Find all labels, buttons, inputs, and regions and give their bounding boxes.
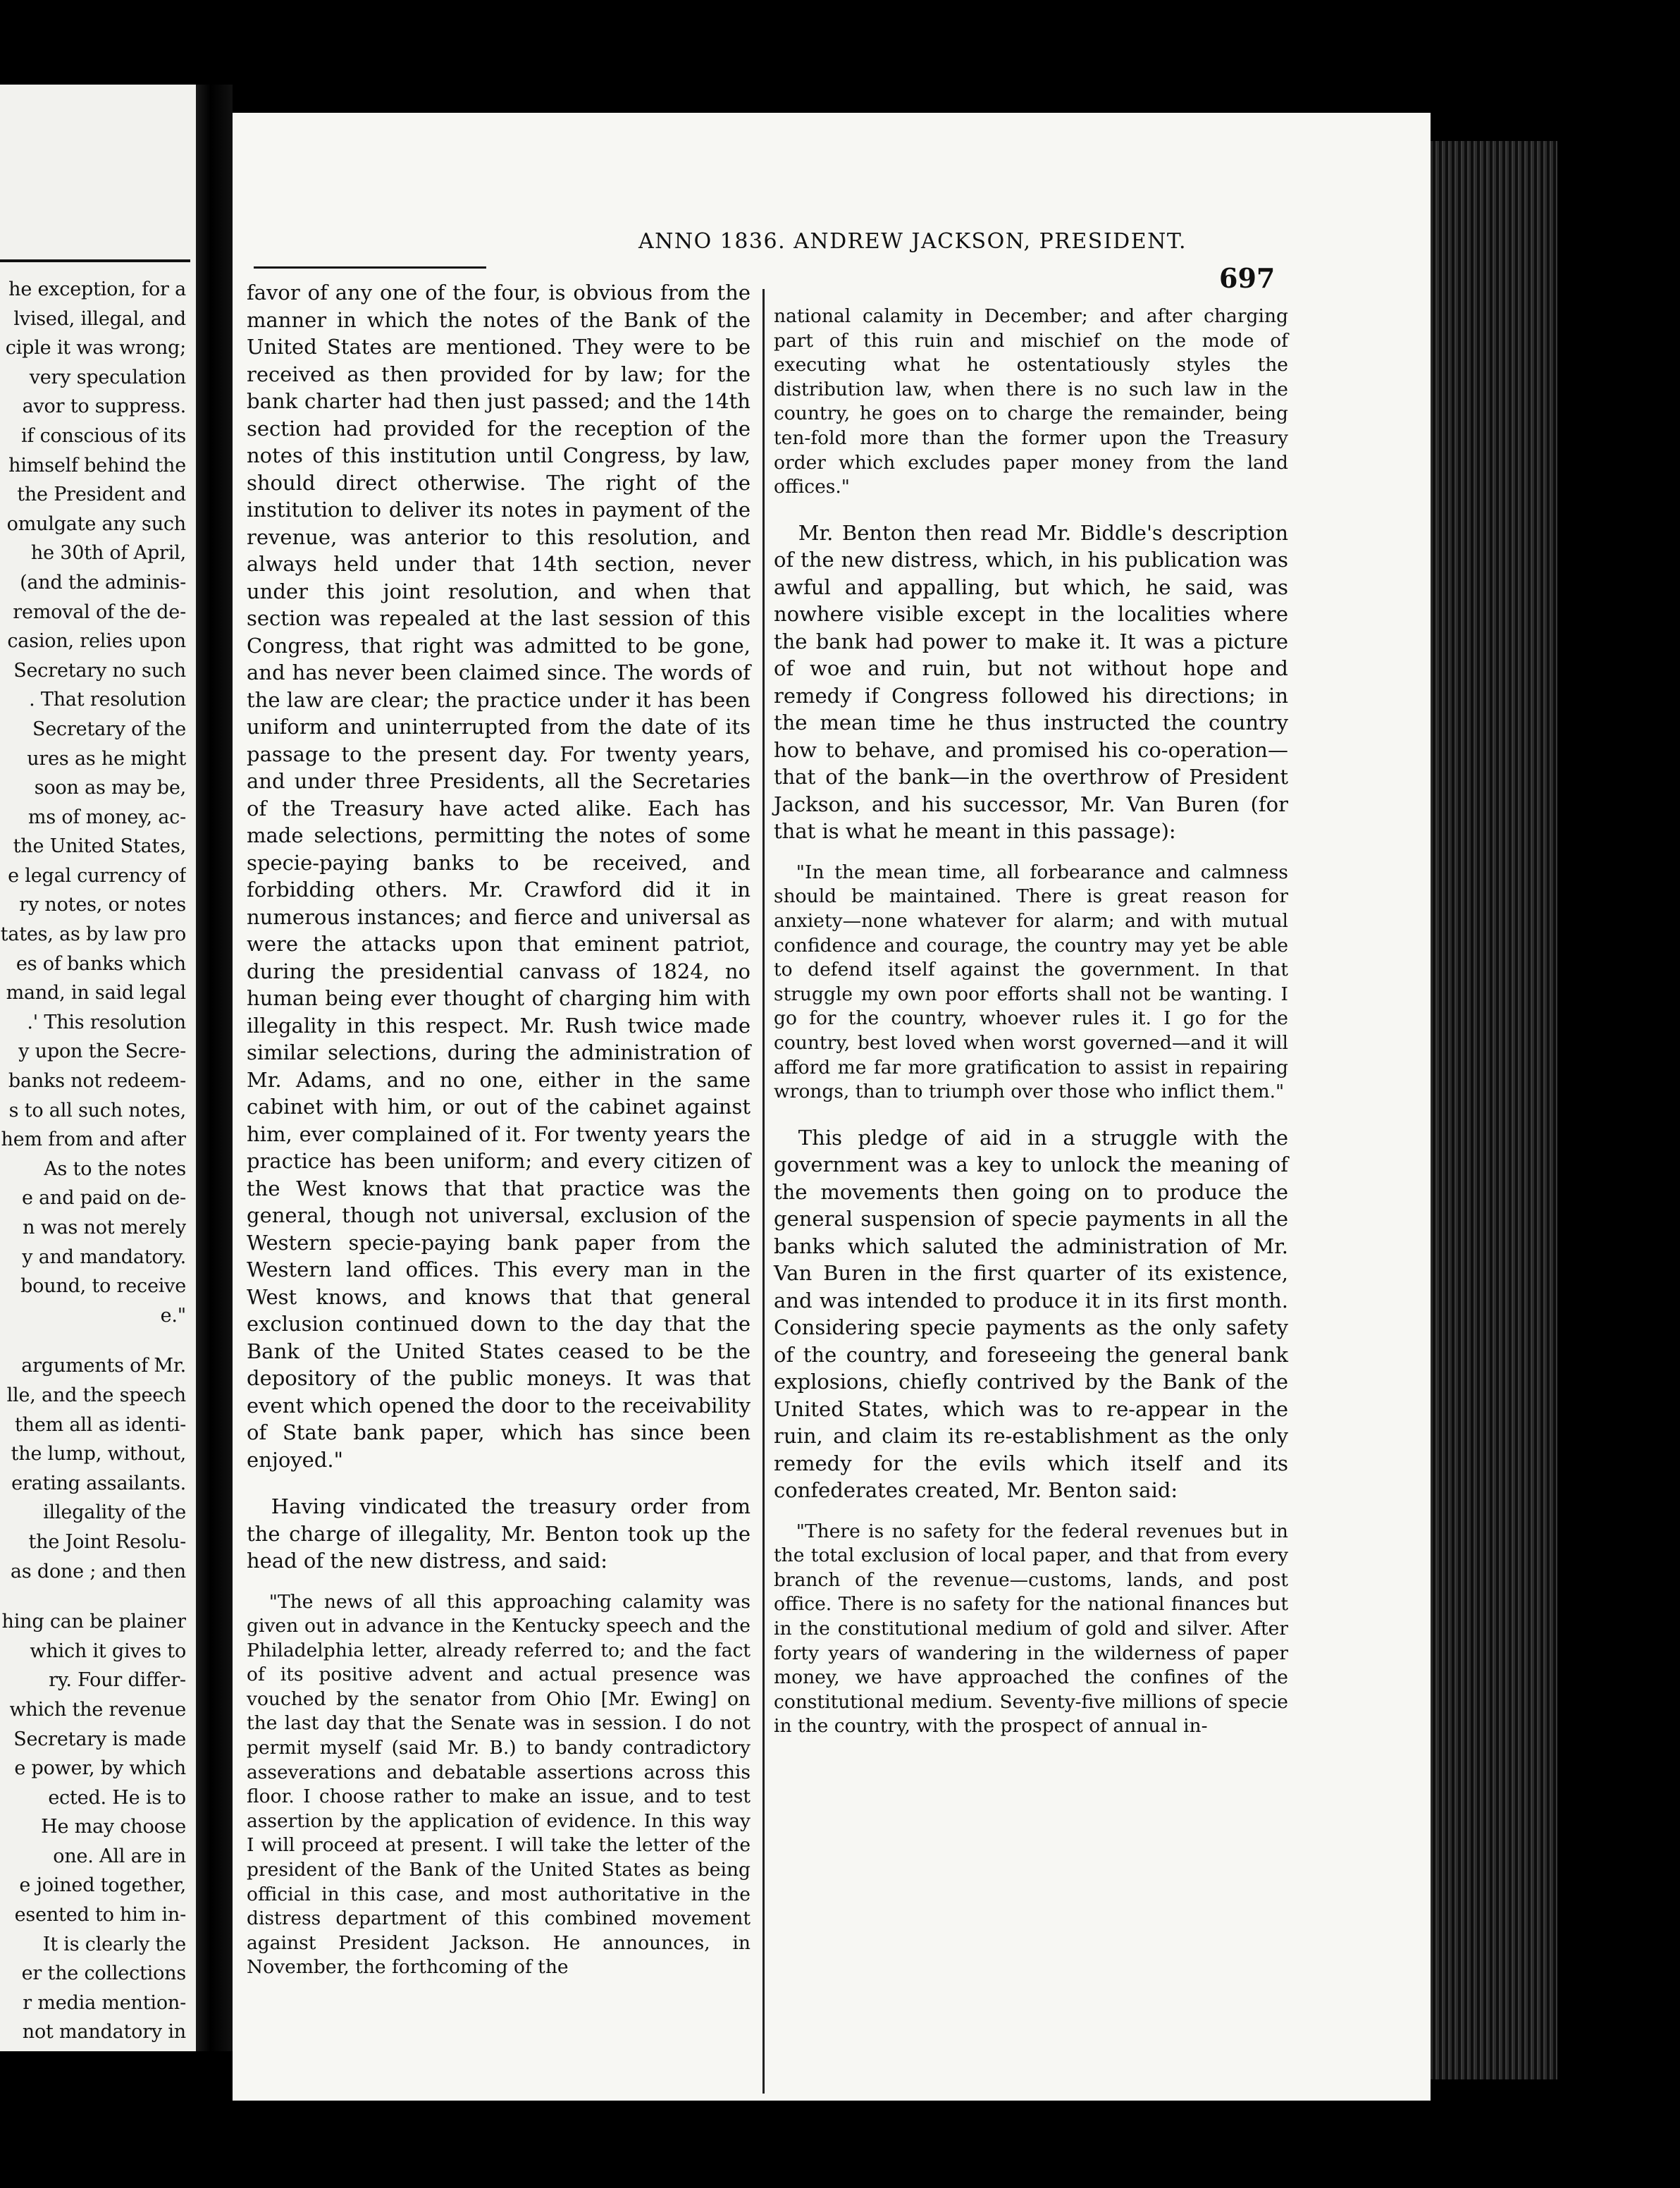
fragment-line: hing can be plainer bbox=[1, 1611, 186, 1633]
fragment-line: ciple it was wrong; bbox=[5, 337, 186, 359]
fragment-line: himself behind the bbox=[8, 454, 186, 477]
fragment-line: Secretary no such bbox=[13, 659, 186, 682]
fragment-line: omulgate any such bbox=[6, 512, 186, 535]
fragment-line: es of banks which bbox=[16, 952, 186, 975]
previous-page-rule bbox=[0, 259, 190, 262]
paragraph: Mr. Benton then read Mr. Biddle's description of the new distress, which, in his publication was awful and appalling, but which, he said, was nowhere visible except in the localities where the bank had power to make it. It was a picture of woe and ruin, but not without hope and remedy if Congress followed his directions; in the mean time he thus instructed the country how to behave, and promised his co-operation—that of the bank—in the overthrow of President Jackson, and his successor, Mr. Van Buren (for that is what he meant in this passage): bbox=[774, 520, 1288, 844]
fragment-line: the lump, without, bbox=[11, 1443, 186, 1465]
fragment-line: banks not redeem- bbox=[8, 1070, 186, 1093]
fragment-line: er the collections bbox=[21, 1962, 186, 1985]
fragment-line: esented to him in- bbox=[14, 1904, 186, 1926]
page-number: 697 bbox=[1219, 262, 1276, 294]
fragment-line: avor to suppress. bbox=[22, 395, 186, 418]
running-head: ANNO 1836. ANDREW JACKSON, PRESIDENT. bbox=[638, 229, 1187, 254]
page-edges bbox=[1431, 141, 1557, 2079]
fragment-line: if conscious of its bbox=[20, 424, 186, 447]
paragraph: favor of any one of the four, is obvious from the manner in which the notes of the Bank of the United States are mentioned. They were to be received as then provided for by law; for the bank charter had then just passed; and the 14th section had provided for the reception of the notes of this institution until Congress, by law, should direct otherwise. The right of the institution to deliver its notes in payment of the revenue, was anterior to this resolution, and always held under that 14th section, never under this joint resolution, and when that section was repealed at the last session of this Congress, that right was admitted to be gone, and has never been claimed since. The words of the law are clear; the practice under it has been uniform and uninterrupted from the date of its passage to the present day. For twenty years, and under three Presidents, all the Secretaries of the Treasury have acted alike. Each has made selections, permitting the notes of some specie-paying banks to be received, and forbidding others. Mr. Crawford did it in numerous instances; and fierce and universal as were the attacks upon that eminent patriot, during the presidential canvass of 1824, no human being ever thought of charging him with illegality in this respect. Mr. Rush twice made similar selections, during the administration of Mr. Adams, and no one, either in the same cabinet with him, or out of the cabinet against him, ever complained of it. For twenty years the practice has been uniform; and every citizen of the West knows that that practice was the general, though not universal, exclusion of the Western specie-paying bank paper from the Western land offices. This every man in the West knows, and knows that that general exclusion continued down to the day that the Bank of the United States ceased to be the depository of the public moneys. It was that event which opened the door to the receivability of State bank paper, which has since been enjoyed." bbox=[247, 281, 751, 1472]
book-page bbox=[233, 113, 1431, 2101]
quoted-paragraph: "There is no safety for the federal revenues but in the total exclusion of local paper, and that from every branch of the revenue—customs, lands, and post office. There is no safety for the national finances but in the constitutional medium of gold and silver. After forty years of wandering in the wilderness of paper money, we have approached the confines of the constitutional medium. Seventy-five millions of specie in the country, with the prospect of annual in- bbox=[774, 1520, 1288, 1738]
fragment-line: he exception, for a bbox=[8, 278, 186, 300]
fragment-line: y and mandatory. bbox=[22, 1246, 186, 1268]
paragraph: Having vindicated the treasury order from the charge of illegality, Mr. Benton took up the head of the new distress, and said: bbox=[247, 1494, 751, 1573]
book-gutter bbox=[196, 85, 233, 2051]
previous-page-lines bbox=[0, 275, 186, 2047]
right-column bbox=[774, 305, 1288, 1739]
fragment-line: mand, in said legal bbox=[6, 982, 186, 1004]
fragment-line: which the revenue bbox=[9, 1698, 186, 1721]
fragment-line: y upon the Secre- bbox=[18, 1040, 186, 1063]
fragment-line: the United States, bbox=[13, 835, 186, 858]
fragment-line: ures as he might bbox=[27, 747, 186, 770]
fragment-line: r media mention- bbox=[23, 1991, 186, 2014]
fragment-line: ected. He is to bbox=[48, 1786, 186, 1809]
fragment-line: It is clearly the bbox=[42, 1933, 186, 1955]
fragment-line: ms of money, ac- bbox=[27, 806, 186, 828]
fragment-line: which it gives to bbox=[30, 1640, 186, 1662]
quoted-paragraph: national calamity in December; and after charging part of this ruin and mischief on the mode of executing what he ostentatiously styles the distribution law, when there is no such law in the country, he goes on to charge the remainder, being ten-fold more than the former upon the Treasury order which excludes paper money from the land offices." bbox=[774, 305, 1288, 498]
fragment-line: (and the adminis- bbox=[20, 571, 186, 594]
paragraph: This pledge of aid in a struggle with the government was a key to unlock the meaning of the movements then going on to produce the general suspension of specie payments in all the banks which saluted the administration of Mr. Van Buren in the first quarter of its existence, and was intended to produce it in its first month. Considering specie payments as the only safety of the country, and foreseeing the general bank explosions, chiefly contrived by the Bank of the United States, which was to re-appear in the ruin, and claim its re-establishment as the only remedy for the evils which itself and its confederates created, Mr. Benton said: bbox=[774, 1125, 1288, 1503]
fragment-line: As to the notes bbox=[44, 1157, 186, 1180]
fragment-line: bound, to receive bbox=[20, 1275, 186, 1298]
fragment-line: e joined together, bbox=[19, 1874, 186, 1897]
quoted-paragraph: "The news of all this approaching calamity was given out in advance in the Kentucky speech and the Philadelphia letter, already referred to; and the fact of its positive advent and actual presence was vouched by the senator from Ohio [Mr. Ewing] on the last day that the Senate was in session. I do not permit myself (said Mr. B.) to bandy contradictory asseverations and debatable assertions across this floor. I choose rather to make an issue, and to test assertion by the application of evidence. In this way I will proceed at present. I will take the letter of the president of the Bank of the United States as being official in this case, and most authoritative in the distress department of this combined movement against President Jackson. He announces, in November, the forthcoming of the bbox=[247, 1590, 751, 1979]
fragment-line: soon as may be, bbox=[34, 777, 186, 799]
fragment-line: tates, as by law pro bbox=[0, 923, 186, 946]
fragment-line: illegality of the bbox=[43, 1501, 186, 1524]
quoted-paragraph: "In the mean time, all forbearance and calmness should be maintained. There is great reason for anxiety—none whatever for alarm; and with mutual confidence and courage, the country may yet be able to defend itself against the government. In that struggle my own poor efforts shall not be wanting. I go for the country, whoever rules it. I go for the country, best loved when worst governed—and it will afford me far more gratification to assist in repairing wrongs, than to triumph over those who inflict them." bbox=[774, 861, 1288, 1103]
fragment-line: e." bbox=[160, 1304, 186, 1327]
header-rule bbox=[254, 266, 486, 269]
fragment-line: lle, and the speech bbox=[6, 1384, 186, 1406]
fragment-line: one. All are in bbox=[53, 1845, 186, 1867]
previous-page-fragment bbox=[0, 85, 196, 2051]
paragraph-gap bbox=[0, 1586, 186, 1607]
fragment-line: n was not merely bbox=[23, 1217, 186, 1239]
fragment-line: e and paid on de- bbox=[21, 1187, 186, 1210]
fragment-line: erating assailants. bbox=[11, 1472, 186, 1494]
fragment-line: hem from and after bbox=[1, 1129, 186, 1151]
paragraph-gap bbox=[0, 1330, 186, 1351]
fragment-line: he 30th of April, bbox=[30, 542, 186, 565]
fragment-line: ry notes, or notes bbox=[19, 894, 186, 916]
fragment-line: . That resolution bbox=[29, 689, 186, 711]
fragment-line: arguments of Mr. bbox=[21, 1355, 186, 1377]
fragment-line: ry. Four differ- bbox=[49, 1669, 186, 1692]
column-divider bbox=[762, 289, 765, 2094]
fragment-line: the President and bbox=[17, 484, 186, 506]
fragment-line: very speculation bbox=[29, 366, 186, 388]
fragment-line: the Joint Resolu- bbox=[28, 1530, 186, 1553]
left-column bbox=[247, 279, 751, 1980]
fragment-line: .' This resolution bbox=[27, 1011, 186, 1033]
fragment-line: s to all such notes, bbox=[8, 1099, 186, 1121]
fragment-line: e legal currency of bbox=[8, 864, 186, 887]
fragment-line: e power, by which bbox=[14, 1757, 186, 1780]
fragment-line: lvised, illegal, and bbox=[13, 307, 186, 330]
fragment-line: He may choose bbox=[41, 1816, 186, 1838]
fragment-line: Secretary is made bbox=[13, 1728, 186, 1750]
fragment-line: as done ; and then bbox=[10, 1560, 186, 1582]
fragment-line: them all as identi- bbox=[15, 1413, 186, 1436]
fragment-line: removal of the de- bbox=[13, 601, 186, 623]
fragment-line: not mandatory in bbox=[22, 2021, 186, 2043]
fragment-line: casion, relies upon bbox=[7, 630, 186, 653]
fragment-line: Secretary of the bbox=[32, 718, 186, 740]
